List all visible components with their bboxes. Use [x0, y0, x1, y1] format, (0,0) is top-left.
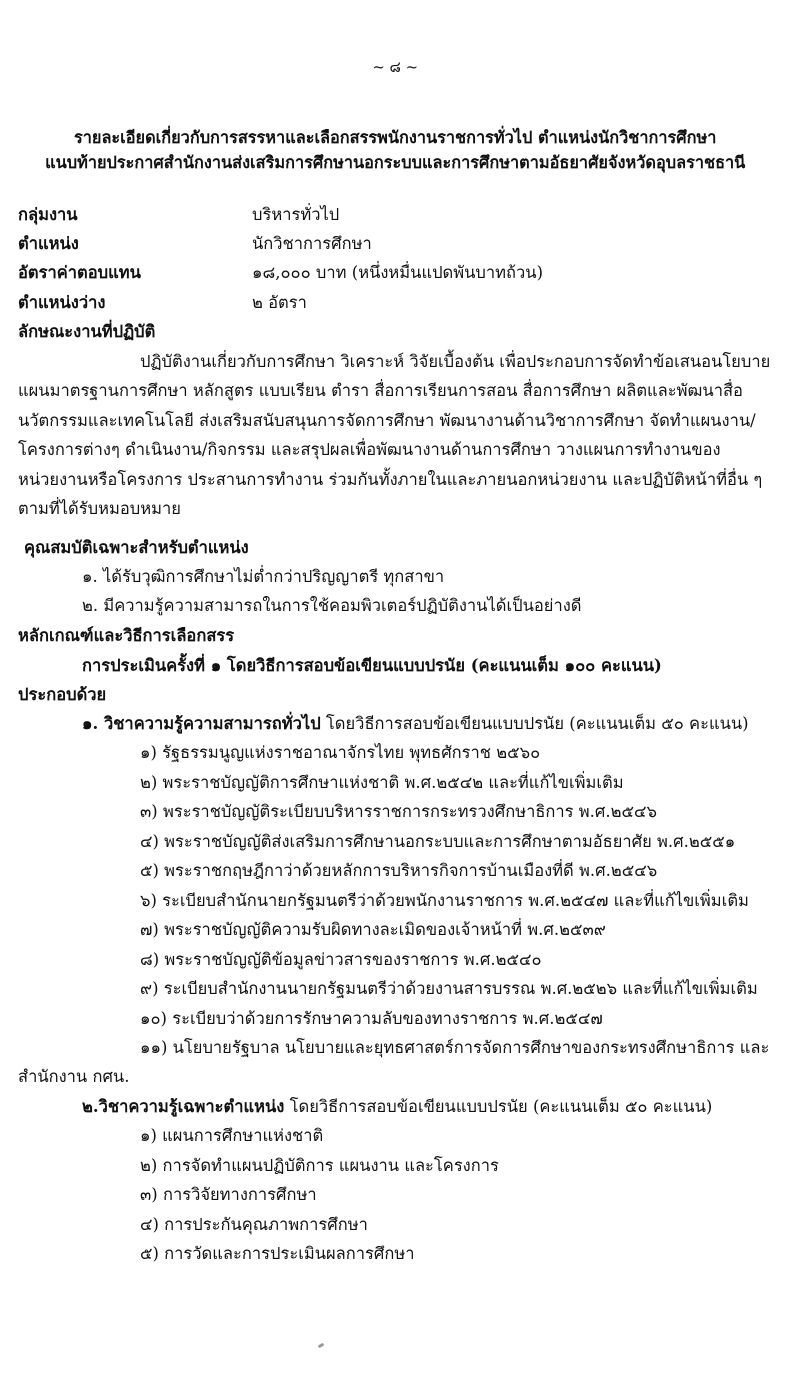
subject-2-item: ๔) การประกันคุณภาพการศึกษา [140, 1215, 368, 1234]
value-position: นักวิชาการศึกษา [252, 234, 372, 253]
assessment-line: การประเมินครั้งที่ ๑ โดยวิธีการสอบข้อเขียนแบบปรนัย (คะแนนเต็ม ๑๐๐ คะแนน) [82, 656, 662, 675]
subject-1-title-bold: ๑. วิชาความรู้ความสามารถทั่วไป [82, 714, 321, 733]
subject-1-title [82, 713, 749, 735]
job-description-line: นวัตกรรมและเทคโนโลยี ส่งเสริมสนับสนุนการจัดการศึกษา พัฒนางานด้านวิชาการศึกษา จัดทำแผนงาน/ [18, 411, 756, 430]
job-description-heading: ลักษณะงานที่ปฏิบัติ [18, 322, 156, 341]
job-description-line: ปฏิบัติงานเกี่ยวกับการศึกษา วิเคราะห์ วิจัยเบื้องต้น เพื่อประกอบการจัดทำข้อเสนอนโยบาย [140, 352, 771, 371]
subject-1-item: ๒) พระราชบัญญัติการศึกษาแห่งชาติ พ.ศ.๒๕๔๒ และที่แก้ไขเพิ่มเติม [140, 773, 624, 792]
subject-1-title-rest: โดยวิธีการสอบข้อเขียนแบบปรนัย (คะแนนเต็ม ๕๐ คะแนน) [320, 714, 749, 733]
subject-2-item: ๕) การวัดและการประเมินผลการศึกษา [140, 1244, 415, 1263]
job-description-line: โครงการต่างๆ ดำเนินงาน/กิจกรรม และสรุปผลเพื่อพัฒนางานด้านการศึกษา วางแผนการทำงานของ [18, 440, 721, 459]
subject-1-item: ๑) รัฐธรรมนูญแห่งราชอาณาจักรไทย พุทธศักราช ๒๕๖๐ [140, 743, 541, 762]
subject-1-item: ๗) พระราชบัญญัติความรับผิดทางละเมิดของเจ้าหน้าที่ พ.ศ.๒๕๓๙ [140, 920, 606, 939]
subject-1-item: ๖) ระเบียบสำนักนายกรัฐมนตรีว่าด้วยพนักงานราชการ พ.ศ.๒๕๔๗ และที่แก้ไขเพิ่มเติม [140, 891, 749, 910]
qualification-item: ๑. ได้รับวุฒิการศึกษาไม่ต่ำกว่าปริญญาตรี ทุกสาขา [82, 567, 445, 586]
subject-1-item: ๑๐) ระเบียบว่าด้วยการรักษาความลับของทางราชการ พ.ศ.๒๕๔๗ [140, 1009, 603, 1028]
job-description-line: หน่วยงานหรือโครงการ ประสานการทำงาน ร่วมกันทั้งภายในและภายนอกหน่วยงาน และปฏิบัติหน้าที่อื่น ๆ [18, 470, 763, 489]
heading-line-1: รายละเอียดเกี่ยวกับการสรรหาและเลือกสรรพนักงานราชการทั่วไป ตำแหน่งนักวิชาการศึกษา [73, 128, 717, 147]
value-work-group: บริหารทั่วไป [252, 205, 340, 224]
label-work-group: กลุ่มงาน [18, 205, 78, 224]
criteria-heading: หลักเกณฑ์และวิธีการเลือกสรร [18, 626, 235, 645]
qualification-item: ๒. มีความรู้ความสามารถในการใช้คอมพิวเตอร์ปฏิบัติงานได้เป็นอย่างดี [82, 596, 582, 615]
consists-of-label: ประกอบด้วย [18, 685, 107, 704]
subject-1-item: ๙) ระเบียบสำนักงานนายกรัฐมนตรีว่าด้วยงานสารบรรณ พ.ศ.๒๕๒๖ และที่แก้ไขเพิ่มเติม [140, 979, 758, 998]
value-vacancies: ๒ อัตรา [252, 293, 307, 312]
subject-2-item: ๒) การจัดทำแผนปฏิบัติการ แผนงาน และโครงการ [140, 1156, 499, 1175]
subject-1-item: ๓) พระราชบัญญัติระเบียบบริหารราชการกระทรวงศึกษาธิการ พ.ศ.๒๕๔๖ [140, 802, 657, 821]
job-description-line: ตามที่ได้รับหมอบหมาย [18, 499, 181, 518]
subject-1-item: ๘) พระราชบัญญัติข้อมูลข่าวสารของราชการ พ.ศ.๒๕๔๐ [140, 950, 542, 969]
subject-2-title [82, 1096, 712, 1118]
qualifications-heading: คุณสมบัติเฉพาะสำหรับตำแหน่ง [24, 538, 249, 557]
subject-1-item: ๔) พระราชบัญญัติส่งเสริมการศึกษานอกระบบและการศึกษาตามอัธยาศัย พ.ศ.๒๕๕๑ [140, 832, 736, 851]
label-vacancies: ตำแหน่งว่าง [18, 293, 106, 312]
label-position: ตำแหน่ง [18, 234, 79, 253]
label-compensation: อัตราค่าตอบแทน [18, 263, 141, 282]
value-compensation: ๑๘,๐๐๐ บาท (หนึ่งหมื่นแปดพันบาทถ้วน) [252, 263, 544, 282]
subject-2-title-bold: ๒.วิชาความรู้เฉพาะตำแหน่ง [82, 1097, 285, 1116]
subject-2-item: ๓) การวิจัยทางการศึกษา [140, 1185, 317, 1204]
subject-2-title-rest: โดยวิธีการสอบข้อเขียนแบบปรนัย (คะแนนเต็ม ๕๐ คะแนน) [284, 1097, 713, 1116]
job-description-line: แผนมาตรฐานการศึกษา หลักสูตร แบบเรียน ตำรา สื่อการเรียนการสอน สื่อการศึกษา ผลิตและพัฒนาสื่อ [18, 381, 743, 400]
scan-mark [318, 1343, 325, 1349]
heading-line-2: แนบท้ายประกาศสำนักงานส่งเสริมการศึกษานอกระบบและการศึกษาตามอัธยาศัยจังหวัดอุบลราชธานี [45, 153, 746, 172]
subject-1-item: ๑๑) นโยบายรัฐบาล นโยบายและยุทธศาสตร์การจัดการศึกษาของกระทรงศึกษาธิการ และ [140, 1038, 770, 1057]
subject-2-item: ๑) แผนการศึกษาแห่งชาติ [140, 1126, 324, 1145]
page-number: ~ ๘ ~ [372, 58, 419, 76]
subject-1-continuation: สำนักงาน กศน. [18, 1067, 130, 1086]
subject-1-item: ๕) พระราชกฤษฎีกาว่าด้วยหลักการบริหารกิจการบ้านเมืองที่ดี พ.ศ.๒๕๔๖ [140, 861, 658, 880]
